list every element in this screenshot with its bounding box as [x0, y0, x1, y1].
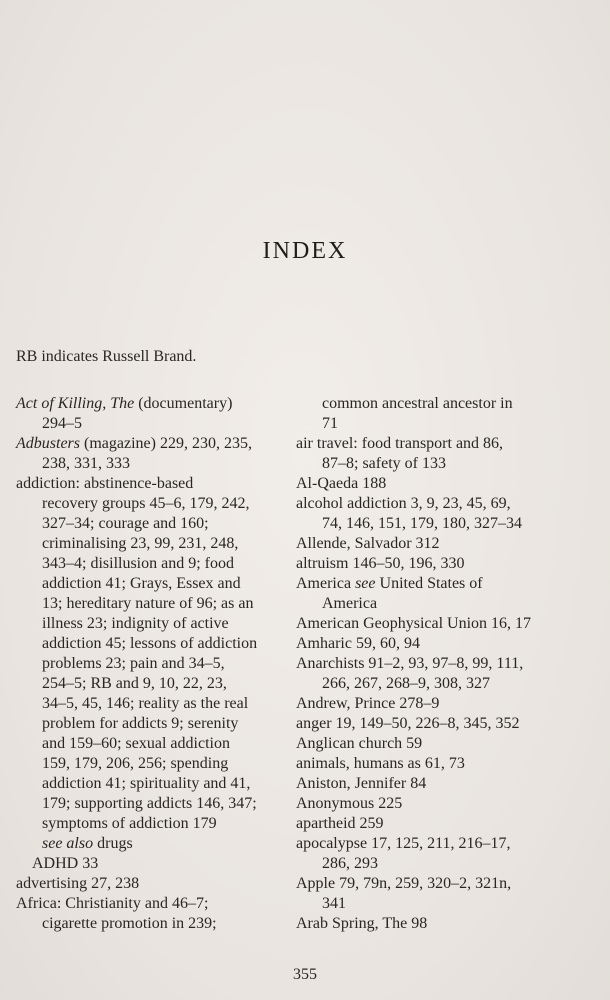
index-entry — [296, 554, 596, 574]
index-entry — [296, 654, 596, 694]
index-entry-line: 286, 293 — [322, 855, 378, 872]
index-left-column — [16, 394, 278, 934]
index-entry-line: Anarchists 91–2, 93, 97–8, 99, 111, — [296, 655, 524, 672]
index-entry — [296, 874, 596, 914]
index-entry-line: anger 19, 149–50, 226–8, 345, 352 — [296, 715, 520, 732]
index-entry-line: illness 23; indignity of active — [42, 615, 229, 632]
index-entry-line: America — [322, 595, 378, 612]
index-entry-line: 343–4; disillusion and 9; food — [42, 555, 234, 572]
index-entry-line: 294–5 — [42, 415, 82, 432]
index-entry-line: 74, 146, 151, 179, 180, 327–34 — [322, 515, 522, 532]
index-entry-line: altruism 146–50, 196, 330 — [296, 555, 465, 572]
index-entry-line: Anglican church 59 — [296, 735, 423, 752]
index-entry-line: 266, 267, 268–9, 308, 327 — [322, 675, 490, 692]
index-entry-line: Aniston, Jennifer 84 — [296, 775, 427, 792]
index-entry-line: symptoms of addiction 179 — [42, 815, 217, 832]
page-title: INDEX — [262, 238, 348, 264]
index-entry — [296, 394, 596, 434]
index-entry-line: and 159–60; sexual addiction — [42, 735, 230, 752]
index-entry — [16, 834, 278, 854]
index-entry-line: problems 23; pain and 34–5, — [42, 655, 225, 672]
index-entry — [16, 474, 278, 834]
index-entry-line: alcohol addiction 3, 9, 23, 45, 69, — [296, 495, 511, 512]
index-entry — [296, 794, 596, 814]
index-entry-line: addiction 41; spirituality and 41, — [42, 775, 251, 792]
index-entry — [296, 714, 596, 734]
index-entry — [296, 574, 596, 614]
index-entry-line: Arab Spring, The 98 — [296, 915, 428, 932]
index-entry — [16, 854, 278, 874]
index-entry-line: addiction: abstinence-based — [16, 475, 194, 492]
index-entry-line: recovery groups 45–6, 179, 242, — [42, 495, 250, 512]
index-entry-line: Africa: Christianity and 46–7; — [16, 895, 209, 912]
index-entry-line: American Geophysical Union 16, 17 — [296, 615, 532, 632]
index-entry-line: 179; supporting addicts 146, 347; — [42, 795, 257, 812]
index-entry-line: Adbusters (magazine) 229, 230, 235, — [16, 435, 252, 452]
index-entry-line: 34–5, 45, 146; reality as the real — [42, 695, 249, 712]
index-entry-line: Act of Killing, The (documentary) — [16, 395, 233, 412]
index-intro-note: RB indicates Russell Brand. — [16, 348, 197, 365]
index-entry-line: 327–34; courage and 160; — [42, 515, 209, 532]
index-entry — [296, 634, 596, 654]
page-number: 355 — [293, 966, 317, 983]
index-entry — [16, 434, 278, 474]
index-entry — [296, 814, 596, 834]
index-entry — [296, 474, 596, 494]
index-entry — [296, 734, 596, 754]
index-entry — [16, 874, 278, 894]
index-entry — [296, 914, 596, 934]
index-entry-line: 254–5; RB and 9, 10, 22, 23, — [42, 675, 227, 692]
index-entry-line: Al-Qaeda 188 — [296, 475, 387, 492]
index-right-column — [296, 394, 596, 934]
index-entry-line: Apple 79, 79n, 259, 320–2, 321n, — [296, 875, 512, 892]
index-entry-line: apartheid 259 — [296, 815, 384, 832]
index-entry-line: 341 — [322, 895, 346, 912]
index-entry-line: Andrew, Prince 278–9 — [296, 695, 440, 712]
index-entry — [16, 894, 278, 934]
index-entry-line: 87–8; safety of 133 — [322, 455, 446, 472]
index-entry-line: criminalising 23, 99, 231, 248, — [42, 535, 239, 552]
index-entry-line: ADHD 33 — [32, 855, 99, 872]
index-entry — [296, 434, 596, 474]
index-entry — [296, 834, 596, 874]
index-entry — [296, 774, 596, 794]
index-entry-line: Allende, Salvador 312 — [296, 535, 440, 552]
index-entry — [296, 754, 596, 774]
index-entry-line: Amharic 59, 60, 94 — [296, 635, 420, 652]
index-entry-line: addiction 41; Grays, Essex and — [42, 575, 241, 592]
index-entry-line: America see United States of — [296, 575, 483, 592]
index-entry-line: addiction 45; lessons of addiction — [42, 635, 258, 652]
index-entry-line: Anonymous 225 — [296, 795, 403, 812]
index-entry-line: 71 — [322, 415, 338, 432]
index-entry-line: 13; hereditary nature of 96; as an — [42, 595, 254, 612]
index-entry-line: air travel: food transport and 86, — [296, 435, 504, 452]
index-entry-line: 159, 179, 206, 256; spending — [42, 755, 229, 772]
index-entry-line: animals, humans as 61, 73 — [296, 755, 465, 772]
index-entry-line: 238, 331, 333 — [42, 455, 130, 472]
index-entry-line: apocalypse 17, 125, 211, 216–17, — [296, 835, 511, 852]
index-entry — [296, 614, 596, 634]
index-entry-line: advertising 27, 238 — [16, 875, 140, 892]
index-entry — [296, 494, 596, 534]
index-entry — [296, 694, 596, 714]
index-entry-line: problem for addicts 9; serenity — [42, 715, 239, 732]
index-entry-line: see also drugs — [42, 835, 133, 852]
index-entry — [16, 394, 278, 434]
index-entry — [296, 534, 596, 554]
index-entry-line: cigarette promotion in 239; — [42, 915, 217, 932]
index-entry-line: common ancestral ancestor in — [322, 395, 513, 412]
